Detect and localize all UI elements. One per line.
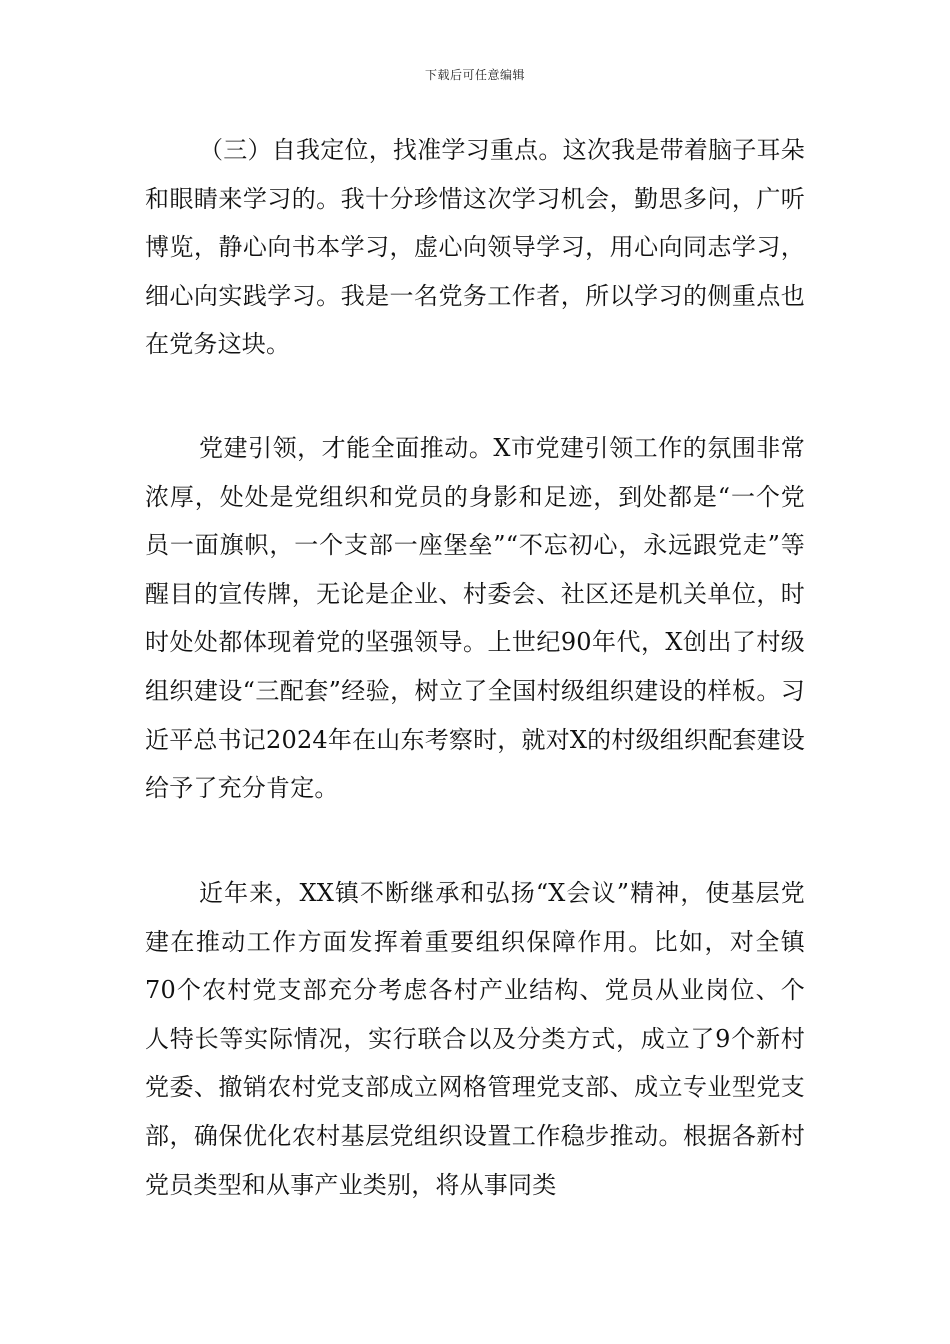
paragraph-block	[145, 869, 805, 1209]
paragraph-block	[145, 126, 805, 369]
paragraph-3: 近年来，XX镇不断继承和弘扬“X会议”精神，使基层党建在推动工作方面发挥着重要组织保障作用。比如，对全镇70个农村党支部充分考虑各村产业结构、党员从业岗位、个人特长等实际情况，实行联合以及分类方式，成立了9个新村党委、撤销农村党支部成立网格管理党支部、成立专业型党支部，确保优化农村基层党组织设置工作稳步推动。根据各新村党员类型和从事产业类别，将从事同类	[145, 879, 805, 1199]
paragraph-1: （三）自我定位，找准学习重点。这次我是带着脑子耳朵和眼睛来学习的。我十分珍惜这次学习机会，勤思多问，广听博览，静心向书本学习，虚心向领导学习，用心向同志学习，细心向实践学习。我是一名党务工作者，所以学习的侧重点也在党务这块。	[145, 136, 805, 359]
header-note: 下载后可任意编辑	[424, 68, 525, 82]
paragraph-2: 党建引领，才能全面推动。X市党建引领工作的氛围非常浓厚，处处是党组织和党员的身影和足迹，到处都是“一个党员一面旗帜，一个支部一座堡垒”“不忘初心，永远跟党走”等醒目的宣传牌，无论是企业、村委会、社区还是机关单位，时时处处都体现着党的坚强领导。上世纪90年代，X创出了村级组织建设“三配套”经验，树立了全国村级组织建设的样板。习近平总书记2024年在山东考察时，就对X的村级组织配套建设给予了充分肯定。	[145, 434, 805, 803]
paragraph-block	[145, 424, 805, 813]
